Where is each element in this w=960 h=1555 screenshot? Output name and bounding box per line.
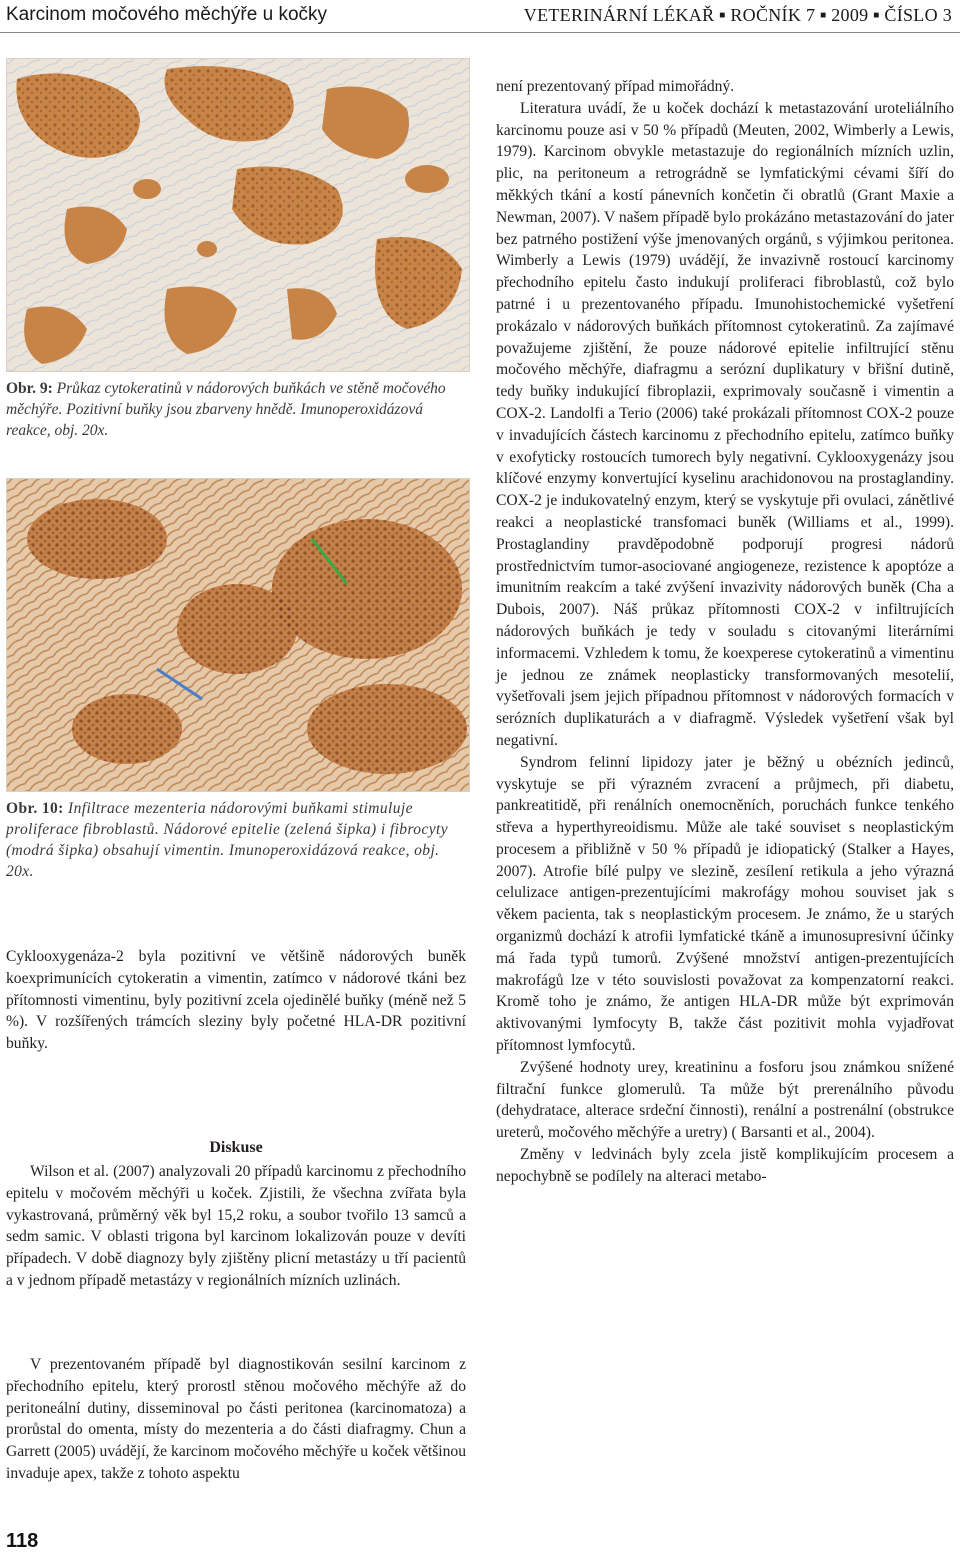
figure-9-caption [6,378,468,441]
right-column [496,76,954,1188]
separator-square: ■ [719,10,726,21]
right-paragraph-2: Literatura uvádí, že u koček dochází k metastazování uroteliálního karcinomu pouze asi v 50 % případů (Meuten, 2002, Wimberly a Lewis, 1979). Karcinom obvykle metastazuje do regionálních mízních uzlin, plic, na peritoneum a retrográdně se lymfatickými cévami šíří do měkkých tkání a kostí pánevních končetin či obratlů (Grant Maxie a Newman, 2007). V našem případě bylo prokázáno metastazování do jater bez patrného postižení výše jmenovaných orgánů, s výjimkou peritonea. Wimberly a Lewis (1979) uvádějí, že invazivně rostoucí karcinomy přechodního epitelu často indukují proliferaci fibroblastů, což bylo patrné i u prezentovaného případu. Imunohistochemické vyšetření prokázalo v nádorových buňkách přítomnost cytokeratinů. Za zajímavé považujeme zjištění, že pouze nádorové epitelie infiltrující stěnu močového měchýře, diafragmu a serózní duplikatury v břišní dutině, tedy buňky indukující fibroplazii, exprimovaly současně i vimentin a COX-2. Landolfi a Terio (2006) také prokázali přítomnost COX-2 pouze v invadujících částech karcinomu z přechodního epitelu, zatímco buňky v exofyticky rostoucích tumorech byly negativní. Cyklooxygenázy jsou klíčové enzymy konvertující kyselinu arachidonovou na prostaglandiny. COX-2 je indukovatelný enzym, který se vyskytuje při ovulaci, zánětlivé reakci a neoplastické transfomaci buněk (Williams et al., 1999). Prostaglandiny pravděpodobně podporují progresi nádorů prostřednictvím tumor-asociované angiogeneze, rezistence k apoptóze a imunitním reakcím a také zvýšení invazivity nádorových buněk (Cha a Dubois, 2007). Náš průkaz přítomnosti COX-2 v infiltrujících nádorových buňkách je tedy v souladu s citovanými literárními informacemi. Vzhledem k tomu, že koexperese cytokeratinů a vimentinu je jednou ze známek neoplasticky transformovaných mesotelií, vyšetřovali jsem jejich případnou přítomnost v nádorových formacích v serózních duplikaturách a v diafragmě. Výsledek vyšetření však byl negativní. [496,99,954,749]
figure-10-caption [6,798,468,882]
micrograph-vimentin-image [7,479,469,791]
right-paragraph-4: Zvýšené hodnoty urey, kreatininu a fosforu jsou známkou snížené filtrační funkce glomerulů. Ta může být prerenálního původu (dehydratace, alterace srdeční činnosti), renální a postrenální (obstrukce ureterů, močového měchýře a uretry) ( Barsanti et al., 2004). [496,1058,954,1142]
separator-square: ■ [820,10,827,21]
section-heading-diskuse: Diskuse [209,1139,263,1156]
figure-10-label: Obr. 10: [6,800,64,817]
header-rule [0,32,960,33]
figure-10-caption-text: Infiltrace mezenteria nádorovými buňkami stimuluje proliferace fibroblastů. Nádorové epitelie (zelená šipka) i fibrocyty (modrá šipka) obsahují vimentin. Imunoperoxidázová reakce, obj. 20x. [6,800,448,880]
left-paragraph-3: V prezentovaném případě byl diagnostikován sesilní karcinom z přechodního epitelu, který prorostl stěnou močového měchýře až do peritoneální dutiny, disseminoval po části peritonea (karcinomatoza) a prorůstal do omenta, místy do mezenteria a do části diafragmy. Chun a Garrett (2005) uvádějí, že karcinom močového měchýře u koček většinou invaduje apex, takže z tohoto aspektu [6,1356,466,1482]
right-paragraph-5: Změny v ledvinách byly zcela jistě komplikujícím procesem a nepochybně se podílely na alteraci metabo- [496,1146,954,1185]
volume: ROČNÍK 7 [730,5,816,25]
page-header [0,0,960,36]
micrograph-cytokeratin-image [7,59,469,371]
running-title: Karcinom močového měchýře u kočky [6,4,328,25]
separator-square: ■ [873,10,880,21]
figure-9-caption-text: Průkaz cytokeratinů v nádorových buňkách ve stěně močového měchýře. Pozitivní buňky jsou zbarveny hnědě. Imunoperoxidázová reakce, obj. 20x. [6,380,446,439]
left-paragraph-1: Cyklooxygenáza-2 byla pozitivní ve většině nádorových buněk koexprimunících cytokeratin a vimentin, zatímco v nádorové tkáni bez přítomnosti vimentinu, byly pozitivní zcela ojedinělé buňky (méně než 5 %). V rozšířených trámcích sleziny byly početné HLA-DR pozitivní buňky. [6,948,466,1053]
year: 2009 [831,5,869,25]
right-paragraph-1: není prezentovaný případ mimořádný. [496,78,735,95]
left-paragraph-2: Wilson et al. (2007) analyzovali 20 případů karcinomu z přechodního epitelu v močovém měchýři u koček. Zjistili, že všechna zvířata byla vykastrovaná, průměrný věk byl 15,2 roku, a soubor tvořilo 13 samců a sedm samic. V oblasti trigona byl karcinom lokalizován pouze v devíti případech. V době diagnozy byly zjištěny plicní metastázy u tří pacientů a v jednom případě metastázy v regionálních mízních uzlinách. [6,1163,466,1289]
figure-9-label: Obr. 9: [6,380,53,397]
micrograph-figure-9 [6,58,470,372]
micrograph-figure-10 [6,478,470,792]
issue: ČÍSLO 3 [884,5,952,25]
page-number: 118 [6,1530,39,1552]
journal-info [524,5,952,26]
journal-name: VETERINÁRNÍ LÉKAŘ [523,5,715,25]
right-paragraph-3: Syndrom felinní lipidozy jater je běžný u obézních jedinců, vyskytuje se při výrazném zvracení a průjmech, při diabetu, pankreatitidě, při renálních onemocněních, poruchách funkce tenkého střeva a hyperthyreoidismu. Může ale také souviset s neoplastickým procesem a přibližně v 50 % případů je idiopatický (Stalker a Hayes, 2007). Atrofie bílé pulpy ve slezině, zesílení retikula a jeho výrazná celulizace antigen-prezentujícími makrofágy mohou souviset jak s věkem pacienta, tak s neoplastickým procesem. Je známo, že u starých organizmů dochází k atrofii lymfatické tkáně a imunosupresivní účinky má řada typů tumorů. Zvýšené množství antigen-prezentujících makrofágů lze v této souvislosti považovat za kompenzatorní reakci. Kromě toho je známo, že antigen HLA-DR může být exprimován aktivovanými lymfocyty B, takže část pozitivit mohla vyjadřovat přítomnost lymfocytů. [496,753,954,1055]
